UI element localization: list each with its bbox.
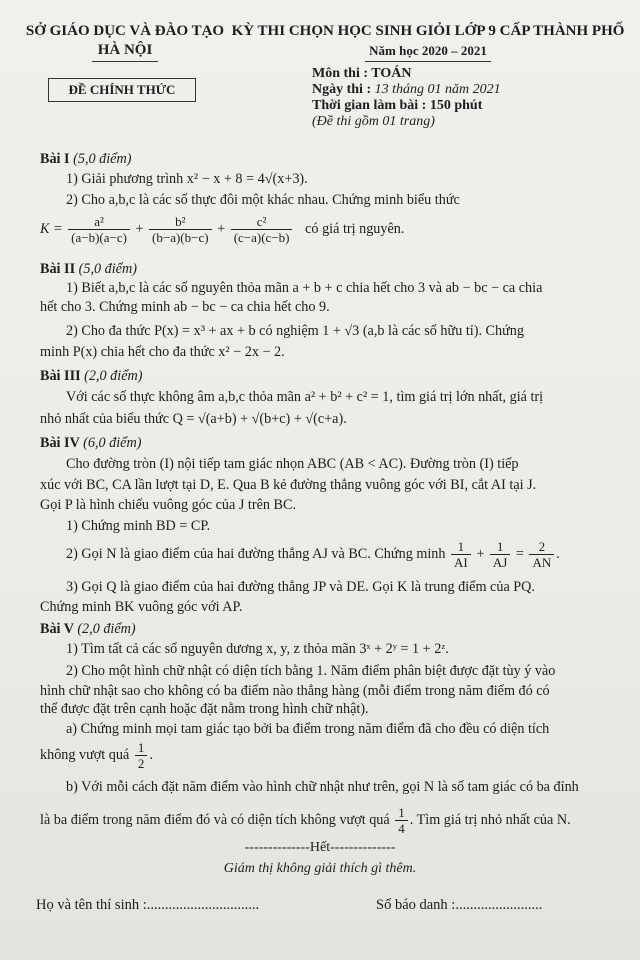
issuing-authority: [20, 22, 230, 62]
b4-2-text: 2) Gọi N là giao điểm của hai đường thẳng AJ và BC. Chứng minh: [66, 545, 446, 562]
end-mark: --------------Hết--------------: [244, 840, 396, 855]
problem-b4-b: xúc với BC, CA lần lượt tại D, E. Qua B kẻ đường thẳng vuông góc với BI, cắt AI tại J.: [40, 477, 537, 493]
problem-b2-2b: minh P(x) chia hết cho đa thức x² − 2x − 2.: [40, 344, 285, 360]
problem-b2-2a: 2) Cho đa thức P(x) = x³ + ax + b có nghiệm 1 + √3 (a,b là các số hữu tỉ). Chứng: [66, 323, 524, 339]
section-title-bai2: Bài II (5,0 điểm): [40, 261, 137, 277]
expression-k: K = $\frac{\text{a²}}{(a-b)(a-c)}$ + $\frac{\text{b²}}{(b-a)(b-c)}$ + $\frac{\text{c²}}{(c-a)(c-b)}$ có giá trị nguyên.: [40, 214, 405, 245]
problem-b3-b: nhỏ nhất của biểu thức Q = √(a+b) + √(b+c) + √(c+a).: [40, 411, 347, 427]
fraction-k2: $\frac{\text{b²}}{(b-a)(b-c)}$: [149, 214, 212, 245]
problem-b3-a: Với các số thực không âm a,b,c thỏa mãn a² + b² + c² = 1, tìm giá trị lớn nhất, giá trị: [66, 389, 544, 405]
problem-b5-a1: a) Chứng minh mọi tam giác tạo bởi ba điểm trong năm điểm đã cho đều có diện tích: [66, 721, 550, 737]
problem-b5-2a: 2) Cho một hình chữ nhật có diện tích bằng 1. Năm điểm phân biệt được đặt tùy ý vào: [66, 663, 556, 679]
official-exam-box: ĐỀ CHÍNH THỨC: [48, 78, 196, 102]
problem-b5-a2: không vượt quá $\frac{1}{2}$ .: [40, 740, 153, 771]
k-prefix: K =: [40, 220, 63, 237]
subject: Môn thi : TOÁN: [312, 66, 412, 81]
problem-b5-b1: b) Với mỗi cách đặt năm điểm vào hình chữ nhật như trên, gọi N là số tam giác có ba đỉnh: [66, 779, 579, 795]
authority-city: HÀ NỘI: [92, 41, 159, 62]
problem-b4-c: Gọi P là hình chiếu vuông góc của J trên BC.: [40, 497, 296, 513]
problem-b4-1: 1) Chứng minh BD = CP.: [66, 518, 211, 534]
pages-note: (Đề thi gồm 01 trang): [312, 114, 435, 129]
problem-b2-1a: 1) Biết a,b,c là các số nguyên thỏa mãn a + b + c chia hết cho 3 và ab − bc − ca chia: [66, 280, 543, 296]
fraction-quarter: $\frac{1}{4}$: [395, 805, 408, 836]
fraction-half: $\frac{1}{2}$: [135, 740, 148, 771]
problem-b5-2b: hình chữ nhật sao cho không có ba điểm nào thẳng hàng (mỗi điểm trong năm điểm đó có: [40, 683, 550, 699]
problem-b4-3b: Chứng minh BK vuông góc với AP.: [40, 599, 243, 615]
problem-b5-b2: [40, 805, 620, 836]
problem-b1-1: 1) Giải phương trình x² − x + 8 = 4√(x+3).: [66, 171, 308, 187]
fraction-1-aj: $\frac{1}{AJ}$: [490, 539, 510, 570]
duration: Thời gian làm bài : 150 phút: [312, 98, 483, 113]
problem-b1-2: 2) Cho a,b,c là các số thực đôi một khác nhau. Chứng minh biểu thức: [66, 192, 460, 208]
problem-b5-1: 1) Tìm tất cả các số nguyên dương x, y, z thỏa mãn 3ˣ + 2ʸ = 1 + 2ᶻ.: [66, 641, 449, 657]
b5-a2-text: không vượt quá: [40, 746, 130, 763]
authority-line: SỞ GIÁO DỤC VÀ ĐÀO TẠO: [25, 23, 225, 39]
fraction-1-ai: $\frac{1}{AI}$: [451, 539, 471, 570]
exam-meta: [312, 66, 622, 130]
section-title-bai5: Bài V (2,0 điểm): [40, 621, 136, 637]
problem-b4-3a: 3) Gọi Q là giao điểm của hai đường thẳng JP và DE. Gọi K là trung điểm của PQ.: [66, 579, 535, 595]
school-year: Năm học 2020 – 2021: [365, 41, 491, 62]
fraction-k3: $\frac{\text{c²}}{(c-a)(c-b)}$: [231, 214, 293, 245]
problem-b4-a: Cho đường tròn (I) nội tiếp tam giác nhọn ABC (AB < AC). Đường tròn (I) tiếp: [66, 456, 519, 472]
k-suffix: có giá trị nguyên.: [305, 220, 405, 237]
exam-heading: [228, 22, 628, 62]
date-label: Ngày thi :: [312, 82, 372, 97]
section-title-bai3: Bài III (2,0 điểm): [40, 368, 143, 384]
problem-b2-1b: hết cho 3. Chứng minh ab − bc − ca chia hết cho 9.: [40, 299, 330, 315]
section-title-bai4: Bài IV (6,0 điểm): [40, 435, 142, 451]
b5-b2-text: là ba điểm trong năm điểm đó và có diện tích không vượt quá: [40, 811, 390, 828]
b5-b3-text: . Tìm giá trị nhỏ nhất của N.: [409, 811, 571, 828]
candidate-number-field: Số báo danh :........................: [376, 897, 543, 913]
fraction-2-an: $\frac{2}{AN}$: [529, 539, 554, 570]
date-value: 13 tháng 01 năm 2021: [374, 82, 501, 97]
fraction-k1: $\frac{\text{a²}}{(a-b)(a-c)}$: [68, 214, 130, 245]
problem-b5-2c: thể được đặt trên cạnh hoặc đặt nằm trong hình chữ nhật).: [40, 701, 369, 717]
section-title-bai1: Bài I (5,0 điểm): [40, 151, 132, 167]
invigilator-note: Giám thị không giải thích gì thêm.: [223, 861, 417, 876]
problem-b4-2: 2) Gọi N là giao điểm của hai đường thẳng AJ và BC. Chứng minh $\frac{1}{AI}$ + $\frac{1}{AJ}$ = $\frac{2}{AN}$ .: [66, 539, 560, 570]
candidate-name-field: Họ và tên thí sinh :...............................: [36, 897, 260, 913]
exam-title: KỲ THI CHỌN HỌC SINH GIỎI LỚP 9 CẤP THÀNH PHỐ: [231, 23, 625, 39]
